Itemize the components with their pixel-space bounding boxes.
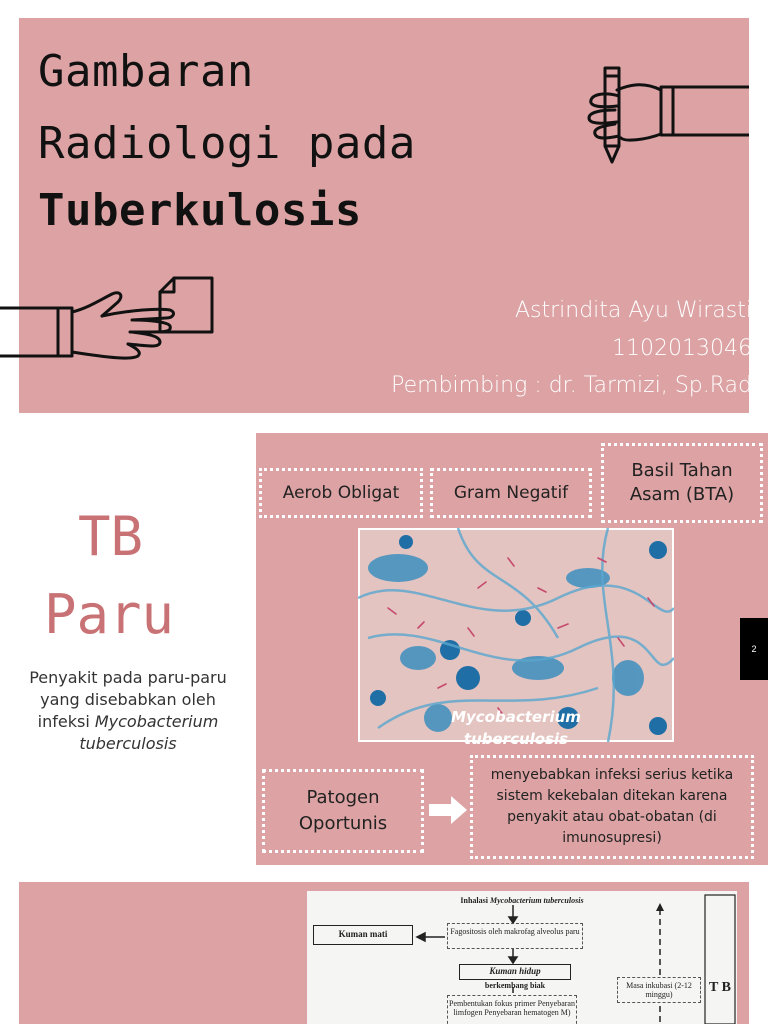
kuman-mati-box: Kuman mati: [313, 925, 413, 945]
author-name: Astrindita Ayu Wirasti: [514, 298, 752, 323]
arrow-right-icon: [429, 796, 467, 824]
title-line-2: Radiologi pada: [38, 118, 416, 169]
patogen-oportunis-box: Patogen Oportunis: [262, 769, 424, 853]
gram-negatif-box: Gram Negatif: [430, 468, 592, 518]
pathogenesis-diagram: [307, 891, 737, 1024]
tb-heading: TB: [78, 505, 144, 568]
side-letters: T B: [709, 980, 731, 995]
description-text: Penyakit pada paru-paru yang disebabkan oleh infeksi: [29, 668, 227, 731]
tb-description: [22, 667, 234, 755]
fagositosis-box: Fagositosis oleh makrofag alveolus paru: [447, 923, 583, 949]
author-id: 1102013046: [612, 336, 752, 361]
description-italic: Mycobacterium tuberculosis: [79, 712, 219, 753]
berkembang-label: berkembang biak: [484, 981, 546, 990]
masa-inkubasi-box: Masa inkubasi (2-12 minggu): [617, 977, 701, 1003]
bta-box: Basil Tahan Asam (BTA): [601, 443, 763, 523]
infection-description-box: menyebabkan infeksi serius ketika sistem kekebalan ditekan karena penyakit atau obat-obatan (di imunosupresi): [470, 755, 754, 859]
paru-heading: Paru: [44, 583, 175, 646]
supervisor-text: Pembimbing : dr. Tarmizi, Sp.Rad: [391, 373, 752, 398]
hand-pencil-icon: [585, 62, 749, 172]
image-caption: Mycobacterium tuberculosis: [451, 708, 581, 748]
title-line-1: Gambaran: [38, 46, 254, 97]
inhalasi-prefix: Inhalasi: [460, 896, 488, 905]
aerob-obligat-box: Aerob Obligat: [259, 468, 423, 518]
hand-paper-icon: [0, 272, 216, 370]
page-number-badge: 2: [740, 618, 768, 680]
title-line-3: Tuberkulosis: [38, 185, 362, 236]
pembentukan-box: Pembentukan fokus primer Penyebaran limfogen Penyebaran hematogen M): [447, 995, 577, 1024]
inhalasi-italic: Mycobacterium tuberculosis: [490, 896, 584, 905]
kuman-hidup-box: Kuman hidup: [459, 964, 571, 980]
